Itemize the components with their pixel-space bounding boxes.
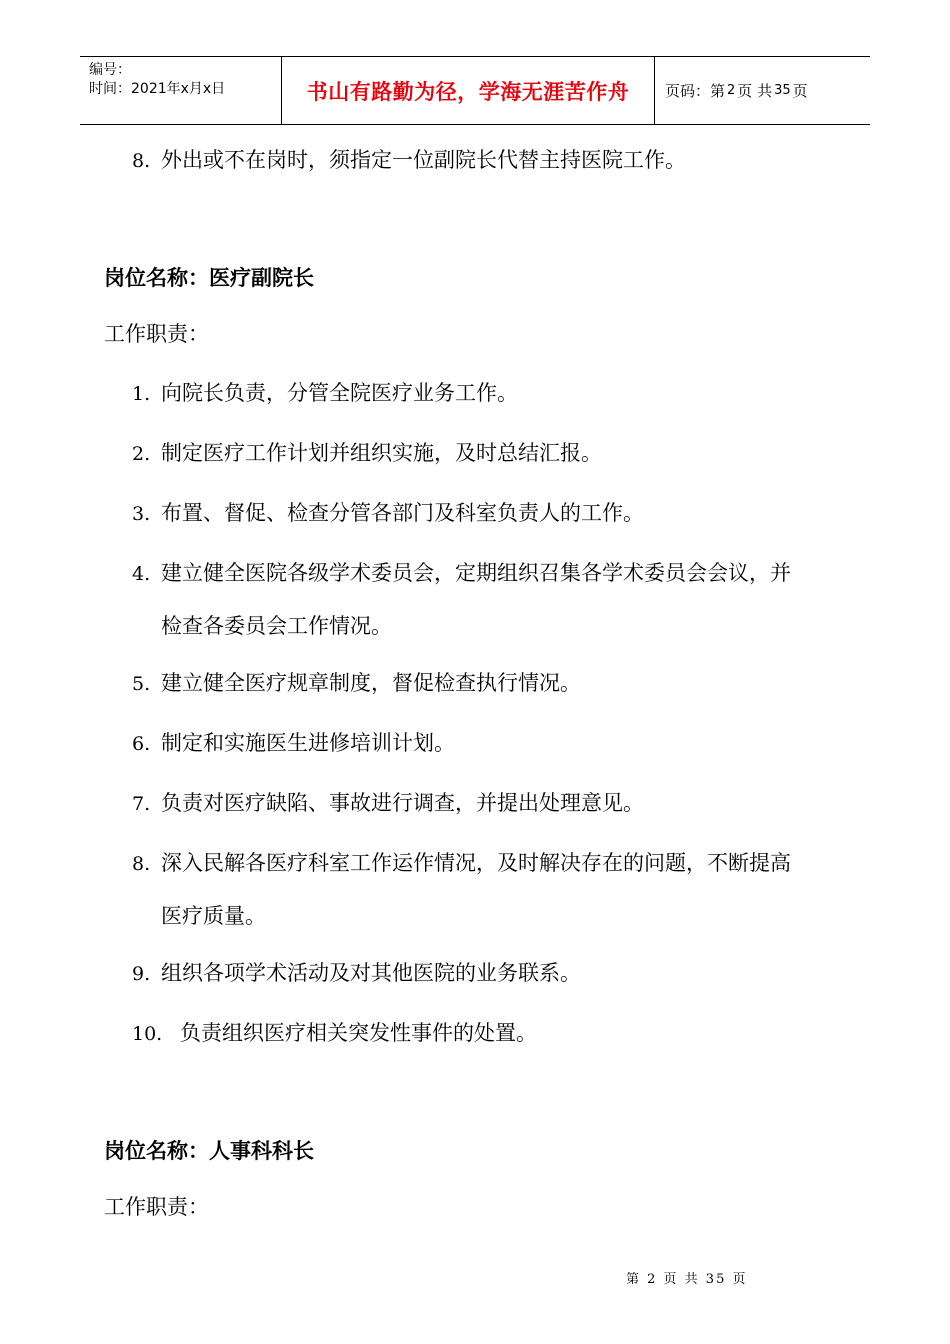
list-item <box>132 789 644 818</box>
list-item <box>132 379 518 408</box>
item-text: 外出或不在岗时，须指定一位副院长代替主持医院工作。 <box>161 148 686 172</box>
list-item <box>132 499 644 528</box>
item-number: 6. <box>132 733 151 755</box>
header-motto-cell <box>282 57 655 124</box>
page-label: 页码：第 <box>665 82 726 100</box>
item-number: 4. <box>132 563 151 585</box>
item-text: 负责组织医疗相关突发性事件的处置。 <box>180 1021 537 1045</box>
item-text: 建立健全医院各级学术委员会，定期组织召集各学术委员会会议，并 <box>161 561 791 585</box>
list-item-continuation: 医疗质量。 <box>161 904 266 928</box>
duties-label: 工作职责： <box>104 1195 209 1219</box>
item-text: 深入民解各医疗科室工作运作情况，及时解决存在的问题，不断提高 <box>161 851 791 875</box>
page-mid: 页 共 <box>737 82 773 100</box>
serial-label: 编号： <box>89 62 131 78</box>
item-text: 制定和实施医生进修培训计划。 <box>161 731 455 755</box>
item-text: 向院长负责，分管全院医疗业务工作。 <box>161 381 518 405</box>
item-number: 3. <box>132 503 151 525</box>
date-label: 时间：2021年x月x日 <box>89 81 226 97</box>
item-number: 8. <box>132 150 151 172</box>
list-item <box>132 669 581 698</box>
item-text: 建立健全医疗规章制度，督促检查执行情况。 <box>161 671 581 695</box>
item-text: 布置、督促、检查分管各部门及科室负责人的工作。 <box>161 501 644 525</box>
section-heading: 岗位名称：医疗副院长 <box>104 266 314 290</box>
page-end: 页 <box>792 82 808 100</box>
duties-label: 工作职责： <box>104 322 209 346</box>
item-number: 8. <box>132 853 151 875</box>
header-meta <box>80 57 282 124</box>
list-item <box>132 559 791 588</box>
item-text: 制定医疗工作计划并组织实施，及时总结汇报。 <box>161 441 602 465</box>
item-number: 2. <box>132 443 151 465</box>
page-footer: 第 2 页 共 35 页 <box>626 1272 748 1287</box>
page-current: 2 <box>727 83 736 98</box>
item-text: 组织各项学术活动及对其他医院的业务联系。 <box>161 961 581 985</box>
list-item <box>132 439 602 468</box>
motto-text: 书山有路勤为径，学海无涯苦作舟 <box>306 79 630 104</box>
page-header <box>80 56 870 125</box>
item-number: 10. <box>132 1023 163 1045</box>
list-item <box>132 849 791 878</box>
item-number: 1. <box>132 383 151 405</box>
list-item <box>132 1019 537 1048</box>
item-number: 5. <box>132 673 151 695</box>
list-item <box>132 146 686 175</box>
list-item-continuation: 检查各委员会工作情况。 <box>161 614 392 638</box>
item-text: 负责对医疗缺陷、事故进行调查，并提出处理意见。 <box>161 791 644 815</box>
section-heading: 岗位名称：人事科科长 <box>104 1139 314 1163</box>
list-item <box>132 959 581 988</box>
page-total: 35 <box>774 83 791 98</box>
item-number: 9. <box>132 963 151 985</box>
item-number: 7. <box>132 793 151 815</box>
header-page-info <box>655 57 870 124</box>
list-item <box>132 729 455 758</box>
